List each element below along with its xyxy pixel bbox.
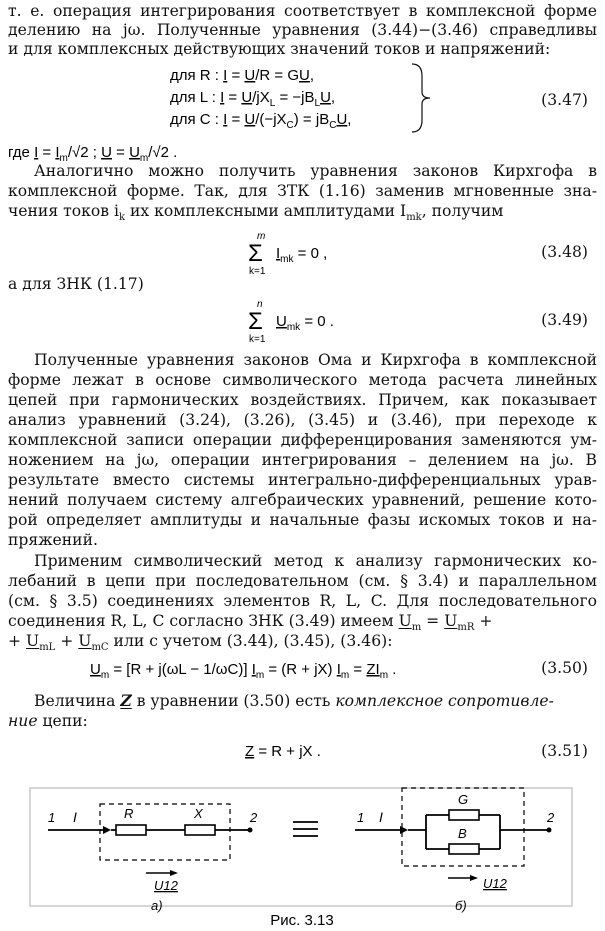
node-label: 1 <box>48 810 56 825</box>
equation-number: (3.48) <box>541 243 588 261</box>
subfigure-label: б) <box>455 898 467 913</box>
text-line: (см. § 3.5) соединениях элементов R, L, C. Для последовательного <box>8 592 597 610</box>
text-line: анализ уравнений (3.24), (3.26), (3.45) и (3.46), при переходе к <box>8 411 597 429</box>
voltage-label: U12 <box>483 876 507 891</box>
text-fragment: соединения R, L, C согласно ЗНК (3.49) имеем <box>8 612 399 630</box>
text-line: + $U_{mL} + U_{mC}$ или с учетом (3.44), (3.45), (3.46): <box>8 632 393 654</box>
voltage-label: U12 <box>154 878 178 893</box>
text-line: делению на jω. Полученные уравнения (3.44)−(3.46) справедливы <box>8 21 597 39</box>
text-fragment: цепи: <box>37 712 88 730</box>
text-line: комплексной записи операции дифференцирования заменяются ум- <box>8 431 597 449</box>
text-line: Величина Z в уравнении (3.50) есть комплексное сопротивле- <box>34 691 554 710</box>
text-fragment: чения токов i <box>8 202 119 220</box>
svg-text:Σ: Σ <box>248 240 263 267</box>
voltage-arrow <box>470 875 478 881</box>
equation-3-49 <box>244 296 374 348</box>
text-line: соединения R, L, C согласно ЗНК (3.49) имеем $U_m = U_{mR}$ + <box>8 612 493 634</box>
svg-text:Umk = 0 .: $U_{mk} = 0$ . <box>276 313 334 333</box>
text-line: пряжений. <box>8 531 98 549</box>
text-line: т. е. операция интегрирования соответствует в комплексной форме <box>8 2 597 20</box>
current-arrow <box>400 826 408 834</box>
equation-system <box>160 62 460 134</box>
svg-text:Z = R + jX .: Z = R + jX . <box>245 743 321 760</box>
svg-text:n: n <box>257 299 263 310</box>
term-italic: ние <box>8 712 38 730</box>
svg-text:Um = [R + j(ωL − 1/ωC)] Im = (: $U_m = [R + j(\omega L - 1/\omega C)] I_m = (R + jX) I_m = ZI_m$ . <box>90 661 397 681</box>
terminal <box>248 828 253 833</box>
text-line: цепей при гармонических воздействиях. Причем, как показывает <box>8 391 597 409</box>
text-fragment: их комплексными амплитудами I <box>125 202 407 220</box>
text-line <box>8 712 597 730</box>
text-line: чения токов $i_k$ их комплексными амплитудами $I_{mk}$, получим <box>8 202 504 224</box>
svg-text:где I = Im/√2 ; U = Um/√2 .: где $I = I_m/√2$ ; $U = U_m/√2$ . <box>8 144 178 164</box>
terminal <box>547 828 552 833</box>
text-line: ножением на jω, операции интегрирования – делением на jω. В <box>8 451 597 469</box>
text-line: Применим символический метод к анализу гармонических ко- <box>34 552 597 570</box>
equation-3-48 <box>244 228 374 280</box>
figure-3-13 <box>0 780 605 931</box>
equation-number: (3.47) <box>541 91 588 109</box>
term-italic: комплексное сопротивле- <box>335 692 554 710</box>
equation-3-51 <box>240 737 380 765</box>
conductance-g <box>449 810 479 820</box>
susceptance-b <box>449 844 479 854</box>
component-label: G <box>458 792 469 807</box>
equation-number: (3.49) <box>541 311 588 329</box>
text-line: лебаний в цепи при последовательном (см. § 3.4) и параллельном <box>8 572 597 590</box>
text-fragment: или с учетом (3.44), (3.45), (3.46): <box>108 632 393 650</box>
text-line: форме лежат в основе символического метода расчета линейных <box>8 371 597 389</box>
text-fragment: , получим <box>421 202 504 220</box>
subfigure-label: а) <box>151 898 163 913</box>
equation-number: (3.51) <box>541 742 588 760</box>
svg-text:для L : I = U/jXL = −jBLU,: для L : $I = U/jX_L = -jB_LU$, <box>170 89 336 109</box>
text-line: результате вместо системы интегрально-дифференциальных урав- <box>8 471 597 489</box>
svg-text:k=1: k=1 <box>249 334 266 345</box>
svg-text:для C : I = U/(−jXC) = jBCU,: для C : $I = U/(-jX_C) = jB_CU$, <box>170 111 352 131</box>
reactance-x <box>185 825 215 835</box>
component-label: B <box>458 826 467 841</box>
circuit-a <box>48 804 258 913</box>
text-line: Полученные уравнения законов Ома и Кирхгофа в комплексной <box>34 351 597 369</box>
current-label: I <box>379 809 383 825</box>
current-arrow <box>103 826 111 834</box>
svg-text:Σ: Σ <box>248 308 263 335</box>
node-label: 1 <box>357 810 365 825</box>
component-label: R <box>124 806 134 821</box>
text-fragment: в уравнении (3.50) есть <box>131 692 336 710</box>
svg-text:k=1: k=1 <box>249 266 266 277</box>
svg-text:Imk = 0 ,: $I_{mk} = 0$ , <box>276 245 328 265</box>
text-line: рой определяет амплитуды и начальные фазы искомых токов и на- <box>8 511 597 529</box>
resistor-r <box>116 825 146 835</box>
node-label: 2 <box>250 810 258 825</box>
equation-number: (3.50) <box>541 659 588 677</box>
text-line: комплексной форме. Так, для ЗТК (1.16) заменив мгновенные зна- <box>8 182 597 200</box>
node-label: 2 <box>547 810 555 825</box>
current-label: I <box>73 809 77 825</box>
voltage-arrow <box>170 870 178 876</box>
component-label: X <box>194 806 203 821</box>
equation-3-50 <box>82 654 522 684</box>
text-fragment: Величина <box>34 692 121 710</box>
text-line: Аналогично можно получить уравнения законов Кирхгофа в <box>34 162 597 180</box>
svg-text:m: m <box>257 231 266 242</box>
circuit-b <box>355 788 555 913</box>
svg-text:для R : I = U/R = GU,: для R : I = U/R = GU, <box>170 67 315 84</box>
text-line: и для комплексных действующих значений токов и напряжений: <box>8 40 551 58</box>
text-line: нений получаем систему алгебраических уравнений, решение кото- <box>8 491 597 509</box>
equivalence-sign <box>293 822 318 836</box>
figure-caption: Рис. 3.13 <box>270 912 334 929</box>
text-line: а для ЗНК (1.17) <box>8 275 144 293</box>
